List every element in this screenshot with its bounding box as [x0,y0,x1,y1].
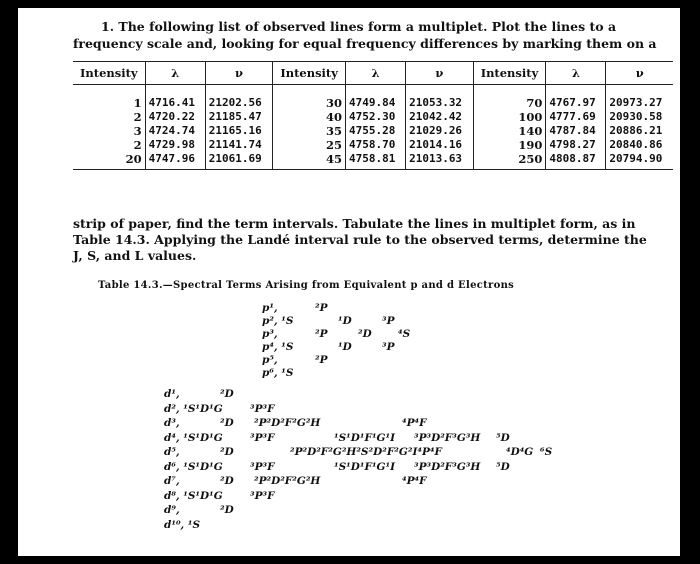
table-cell: 4777.69 [546,110,606,124]
p-config-label: p¹, [262,302,278,314]
table-cell: 4747.96 [145,152,205,170]
table-cell: 190 [473,138,546,152]
term-symbol: ⁴S [398,328,411,340]
table-cell: 35 [273,124,346,138]
table-cell: 2 [133,138,142,152]
table-cell: 20 [73,152,145,170]
table-row [73,138,673,152]
p-config-label: p⁴, ¹S [262,341,294,353]
col-header-intensity-2: Intensity [273,62,346,85]
d-config-label: d³, [164,417,180,429]
table-cell: 2 [133,110,142,124]
term-symbol: ²P [315,328,328,340]
term-symbol: ⁴P⁴F [402,475,427,487]
p-config-label: p², ¹S [262,315,294,327]
d-config-label: d⁷, [164,475,180,487]
term-symbol: ²D [220,446,234,458]
d-config-label: d⁴, ¹S¹D¹G [164,431,223,444]
d-config-label: d¹⁰, ¹S [164,518,201,531]
page-scan [18,8,680,556]
table-cell: 4724.74 [145,124,205,138]
table-cell: 21165.16 [205,124,273,138]
table-caption: Table 14.3.—Spectral Terms Arising from Equivalent p and d Electrons [98,280,515,291]
table-cell: 4798.27 [546,138,606,152]
problem-text [73,18,663,52]
term-symbol: ⁵D [496,431,510,444]
col-header-lambda-2: λ [346,62,406,85]
table-cell: 21141.74 [205,138,273,152]
col-header-nu-2: ν [406,62,474,85]
table-cell: 4752.30 [346,110,406,124]
table-cell: 20794.90 [606,152,673,170]
table-cell: 21202.56 [205,96,273,110]
term-symbol: ²P²D²F²G²H [254,417,321,429]
table-cell: 100 [473,110,546,124]
term-symbol: ³P³F [250,431,275,444]
table-cell: 20930.58 [606,110,673,124]
col-header-lambda-3: λ [546,62,606,85]
term-symbol: ¹D [338,315,352,327]
term-symbol: ³P³F [250,402,275,415]
p-config-label: p³, [262,328,278,340]
continuation-text [73,216,668,264]
table-row [73,152,673,170]
col-header-lambda-1: λ [145,62,205,85]
table-cell: 3 [133,124,142,138]
table-cell: 21061.69 [205,152,273,170]
table-cell: 20840.86 [606,138,673,152]
table-cell: 30 [273,96,346,110]
table-cell: 140 [473,124,546,138]
term-symbol: ³P³D²F³G³H [414,431,481,444]
term-symbol: ³P [382,315,395,327]
table-cell: 21042.42 [406,110,474,124]
p-config-label: p⁵, [262,354,278,366]
term-symbol: ⁵D [496,460,510,473]
d-config-label: d⁸, ¹S¹D¹G [164,489,223,502]
table-cell: 45 [273,152,346,170]
d-config-label: d⁵, [164,446,180,458]
continuation-line-3: J, S, and L values. [73,248,197,263]
table-cell: 4720.22 [145,110,205,124]
term-symbol: ³P³F [250,489,275,502]
d-config-label: d², ¹S¹D¹G [164,402,223,415]
table-cell: 4787.84 [546,124,606,138]
table-cell: 25 [273,138,346,152]
table-row [73,110,673,124]
term-symbol: ²P [315,302,328,314]
term-symbol: ²D [220,475,234,487]
d-config-label: d⁶, ¹S¹D¹G [164,460,223,473]
table-cell: 21029.26 [406,124,474,138]
continuation-line-1: strip of paper, find the term intervals. Tabulate the lines in multiplet form, as in [73,216,636,231]
table-cell: 40 [273,110,346,124]
table-cell: 4767.97 [546,96,606,110]
d-config-label: d¹, [164,388,180,400]
table-cell: 4729.98 [145,138,205,152]
table-cell: 4808.87 [546,152,606,170]
term-symbol: ²D [220,388,234,400]
table-cell: 21185.47 [205,110,273,124]
continuation-line-2: Table 14.3. Applying the Landé interval rule to the observed terms, determine the [73,232,647,247]
table-cell: 4758.81 [346,152,406,170]
table-cell: 21013.63 [406,152,474,170]
table-cell: 4749.84 [346,96,406,110]
term-symbol: ³P³D²F³G³H [414,460,481,473]
col-header-nu-1: ν [205,62,273,85]
col-header-nu-3: ν [606,62,673,85]
term-symbol: ¹S¹D¹F¹G¹I [334,431,396,444]
term-symbol: ³P [382,341,395,353]
d-config-label: d⁹, [164,504,180,516]
table-row [73,96,673,110]
col-header-intensity-3: Intensity [473,62,546,85]
table-cell: 70 [473,96,546,110]
table-cell: 4755.28 [346,124,406,138]
term-symbol: ²P²D²F²G²H²S²D²F²G²I⁴P⁴F [290,446,442,458]
term-symbol: ¹D [338,341,352,353]
term-symbol: ⁶S [540,446,553,458]
table-cell: 21053.32 [406,96,474,110]
term-symbol: ²D [220,417,234,429]
p-config-label: p⁶, ¹S [262,367,294,379]
observed-lines-table [73,61,673,170]
table-cell: 20973.27 [606,96,673,110]
term-symbol: ¹S¹D¹F¹G¹I [334,460,396,473]
term-symbol: ²D [220,504,234,516]
problem-line-1: 1. The following list of observed lines form a multiplet. Plot the lines to a [101,19,617,34]
table-cell: 250 [473,152,546,170]
table-cell: 1 [133,96,142,110]
term-symbol: ³P³F [250,460,275,473]
term-symbol: ⁴P⁴F [402,417,427,429]
term-symbol: ²P²D²F²G²H [254,475,321,487]
table-header-row [73,62,673,85]
table-row [73,124,673,138]
table-cell: 4758.70 [346,138,406,152]
table-cell: 20886.21 [606,124,673,138]
term-symbol: ²D [358,328,372,340]
col-header-intensity-1: Intensity [73,62,145,85]
table-cell: 4716.41 [145,96,205,110]
problem-line-2: frequency scale and, looking for equal frequency differences by marking them on a [73,36,657,51]
table-cell: 21014.16 [406,138,474,152]
term-symbol: ²P [315,354,328,366]
term-symbol: ⁴D⁴G [506,446,534,458]
